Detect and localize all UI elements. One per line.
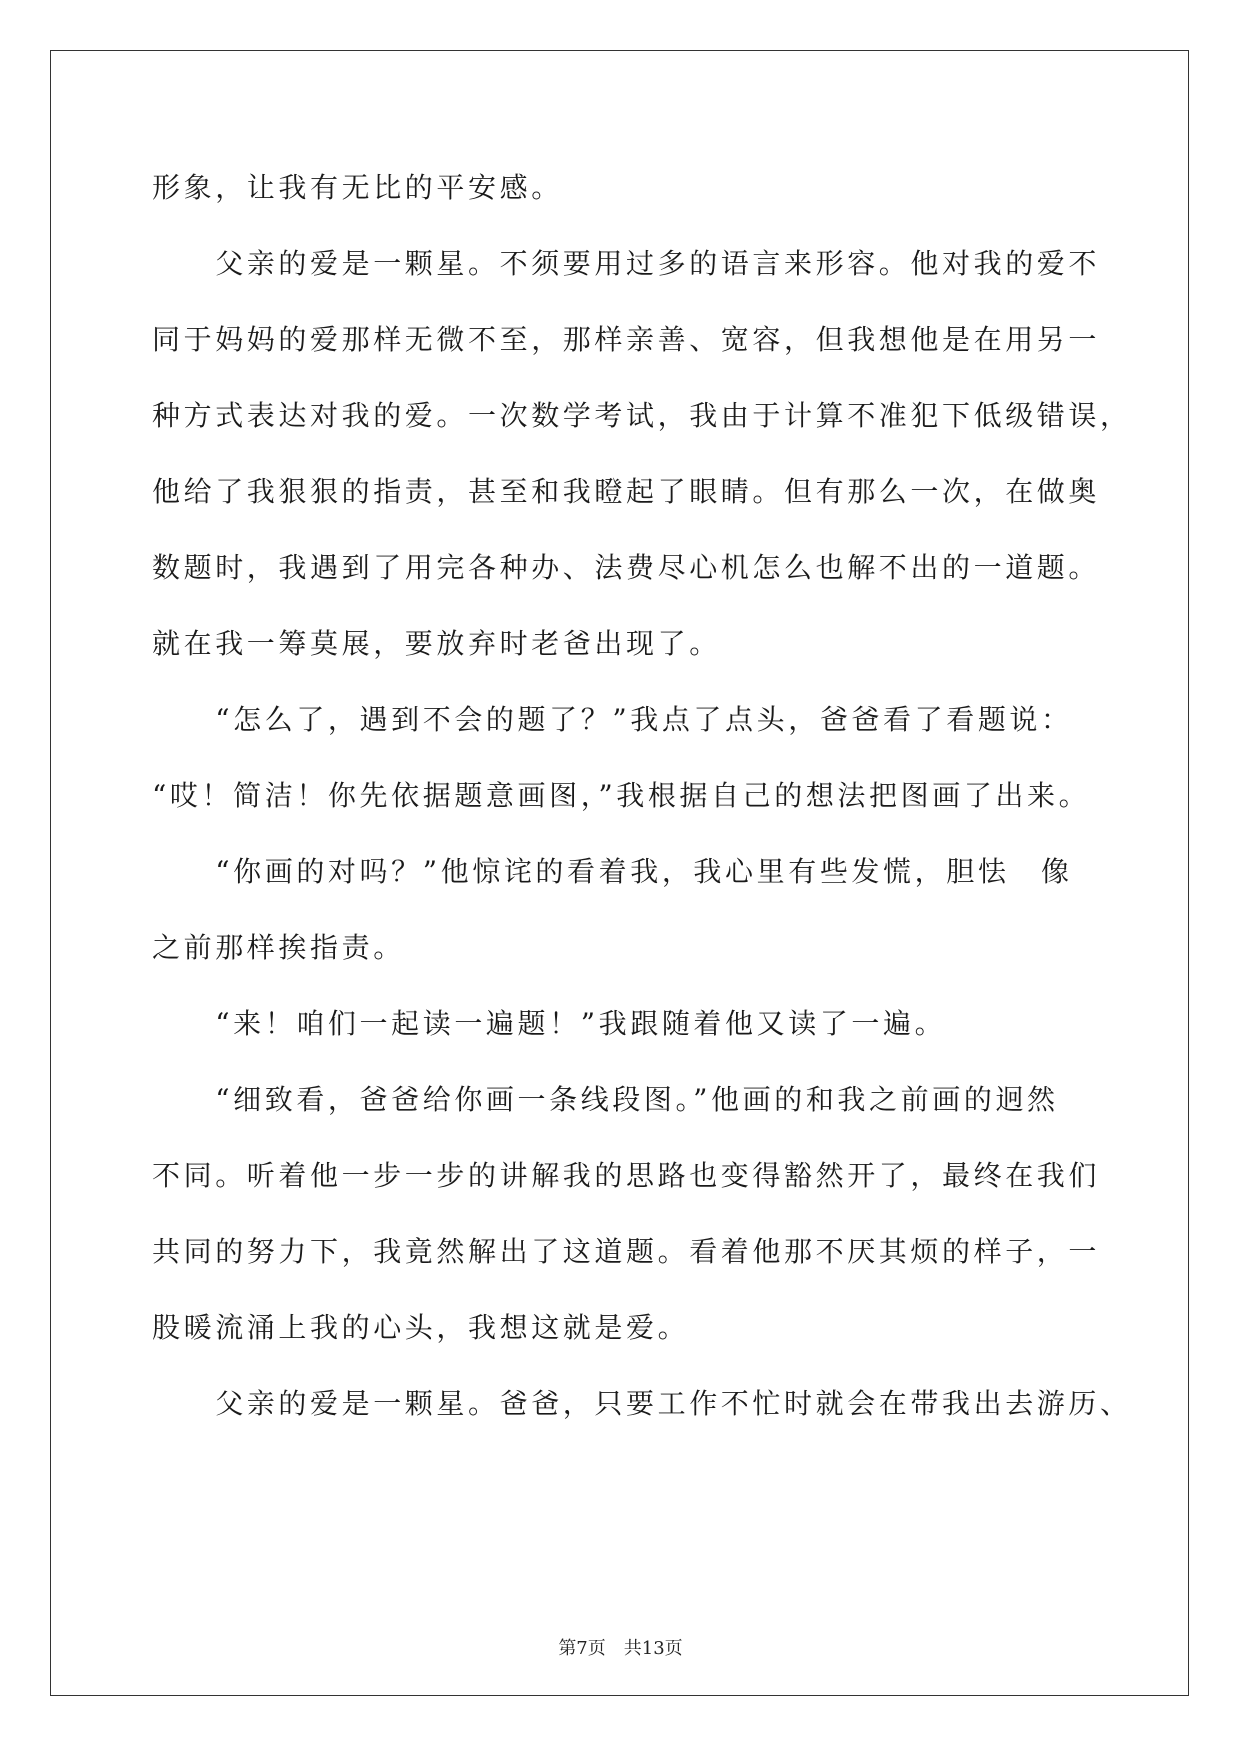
text-line: “来！咱们一起读一遍题！”我跟随着他又读了一遍。: [152, 1007, 947, 1040]
text-line: 父亲的爱是一颗星。爸爸，只要工作不忙时就会在带我出去游历、: [152, 1387, 1132, 1420]
text-line: “细致看，爸爸给你画一条线段图。”他画的和我之前画的迥然: [152, 1083, 1059, 1116]
text-line: 数题时，我遇到了用完各种办、法费尽心机怎么也解不出的一道题。: [152, 551, 1101, 584]
text-line: “怎么了，遇到不会的题了？”我点了点头，爸爸看了看题说：: [152, 703, 1073, 736]
text-line: 不同。听着他一步一步的讲解我的思路也变得豁然开了，最终在我们: [152, 1159, 1101, 1192]
text-line: 股暖流涌上我的心头，我想这就是爱。: [152, 1311, 690, 1344]
text-line: “哎！简洁！你先依据题意画图，”我根据自己的想法把图画了出来。: [152, 779, 1091, 812]
text-line: 他给了我狠狠的指责，甚至和我瞪起了眼睛。但有那么一次，在做奥: [152, 475, 1101, 508]
text-line: 种方式表达对我的爱。一次数学考试，我由于计算不准犯下低级错误，: [152, 399, 1132, 432]
text-line: 父亲的爱是一颗星。不须要用过多的语言来形容。他对我的爱不: [152, 247, 1101, 280]
text-line: 同于妈妈的爱那样无微不至，那样亲善、宽容，但我想他是在用另一: [152, 323, 1101, 356]
text-line: 形象，让我有无比的平安感。: [152, 171, 563, 204]
page-number: 第7页 共13页: [558, 1638, 683, 1659]
text-line: 共同的努力下，我竟然解出了这道题。看着他那不厌其烦的样子，一: [152, 1235, 1101, 1268]
text-line: 就在我一筹莫展，要放弃时老爸出现了。: [152, 627, 721, 660]
text-line: “你画的对吗？”他惊诧的看着我，我心里有些发慌，胆怯 像: [152, 855, 1073, 888]
text-line: 之前那样挨指责。: [152, 931, 405, 964]
